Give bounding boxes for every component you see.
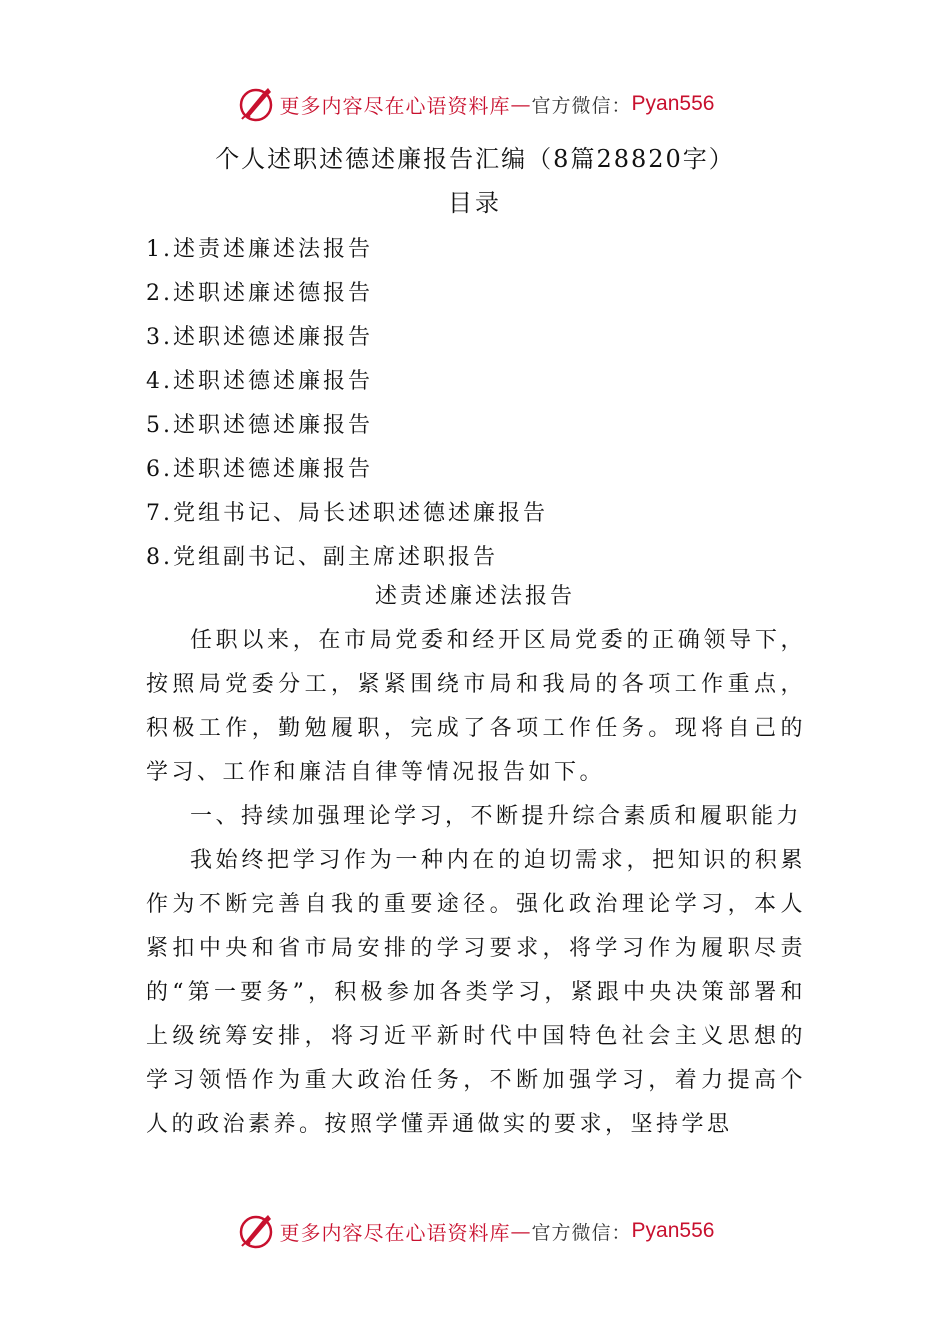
paragraph: 任职以来，在市局党委和经开区局党委的正确领导下，按照局党委分工，紧紧围绕市局和我局的各项工作重点，积极工作，勤勉履职，完成了各项工作任务。现将自己的学习、工作和廉洁自律等情况报告如下。 [146,628,806,785]
document-title: 个人述职述德述廉报告汇编（8篇28820字） [215,145,735,173]
toc-item: 8.党组副书记、副主席述职报告 [146,545,498,570]
paragraph: 我始终把学习作为一种内在的迫切需求，把知识的积累作为不断完善自我的重要途径。强化政治理论学习，本人紧扣中央和省市局安排的学习要求，将学习作为履职尽责的“第一要务”，积极参加各类学习，紧跟中央决策部署和上级统筹安排，将习近平新时代中国特色社会主义思想的学习领悟作为重大政治任务，不断加强学习，着力提高个人的政治素养。按照学懂弄通做实的要求，坚持学思 [146,848,806,1137]
paragraph: 一、持续加强理论学习，不断提升综合素质和履职能力 [190,804,803,829]
toc-item: 1.述责述廉述法报告 [146,237,373,262]
banner-official-label: 官方微信： [531,1221,632,1244]
toc-item: 7.党组书记、局长述职述德述廉报告 [146,501,548,526]
toc-item: 2.述职述廉述德报告 [146,281,373,306]
toc-heading: 目录 [448,189,502,217]
banner-wechat-id: Pyan556 [631,1219,715,1242]
banner-brand-text: 更多内容尽在心语资料库 [279,1220,511,1245]
section-title: 述责述廉述法报告 [374,584,575,609]
banner-brand-text: 更多内容尽在心语资料库 [279,93,511,118]
toc-item: 4.述职述德述廉报告 [146,369,373,394]
pen-circle-logo-icon [236,1211,276,1251]
banner-dash: — [510,92,532,116]
banner-dash: — [510,1219,532,1243]
pen-circle-logo-icon [236,84,276,124]
body-text [146,619,806,1147]
toc-item: 6.述职述德述廉报告 [146,457,373,482]
toc-item: 3.述职述德述廉报告 [146,325,373,350]
footer-watermark-banner [0,1211,950,1251]
header-watermark-banner [0,84,950,124]
table-of-contents [146,228,548,580]
banner-official-label: 官方微信： [531,94,632,117]
banner-wechat-id: Pyan556 [631,92,715,115]
toc-item: 5.述职述德述廉报告 [146,413,373,438]
